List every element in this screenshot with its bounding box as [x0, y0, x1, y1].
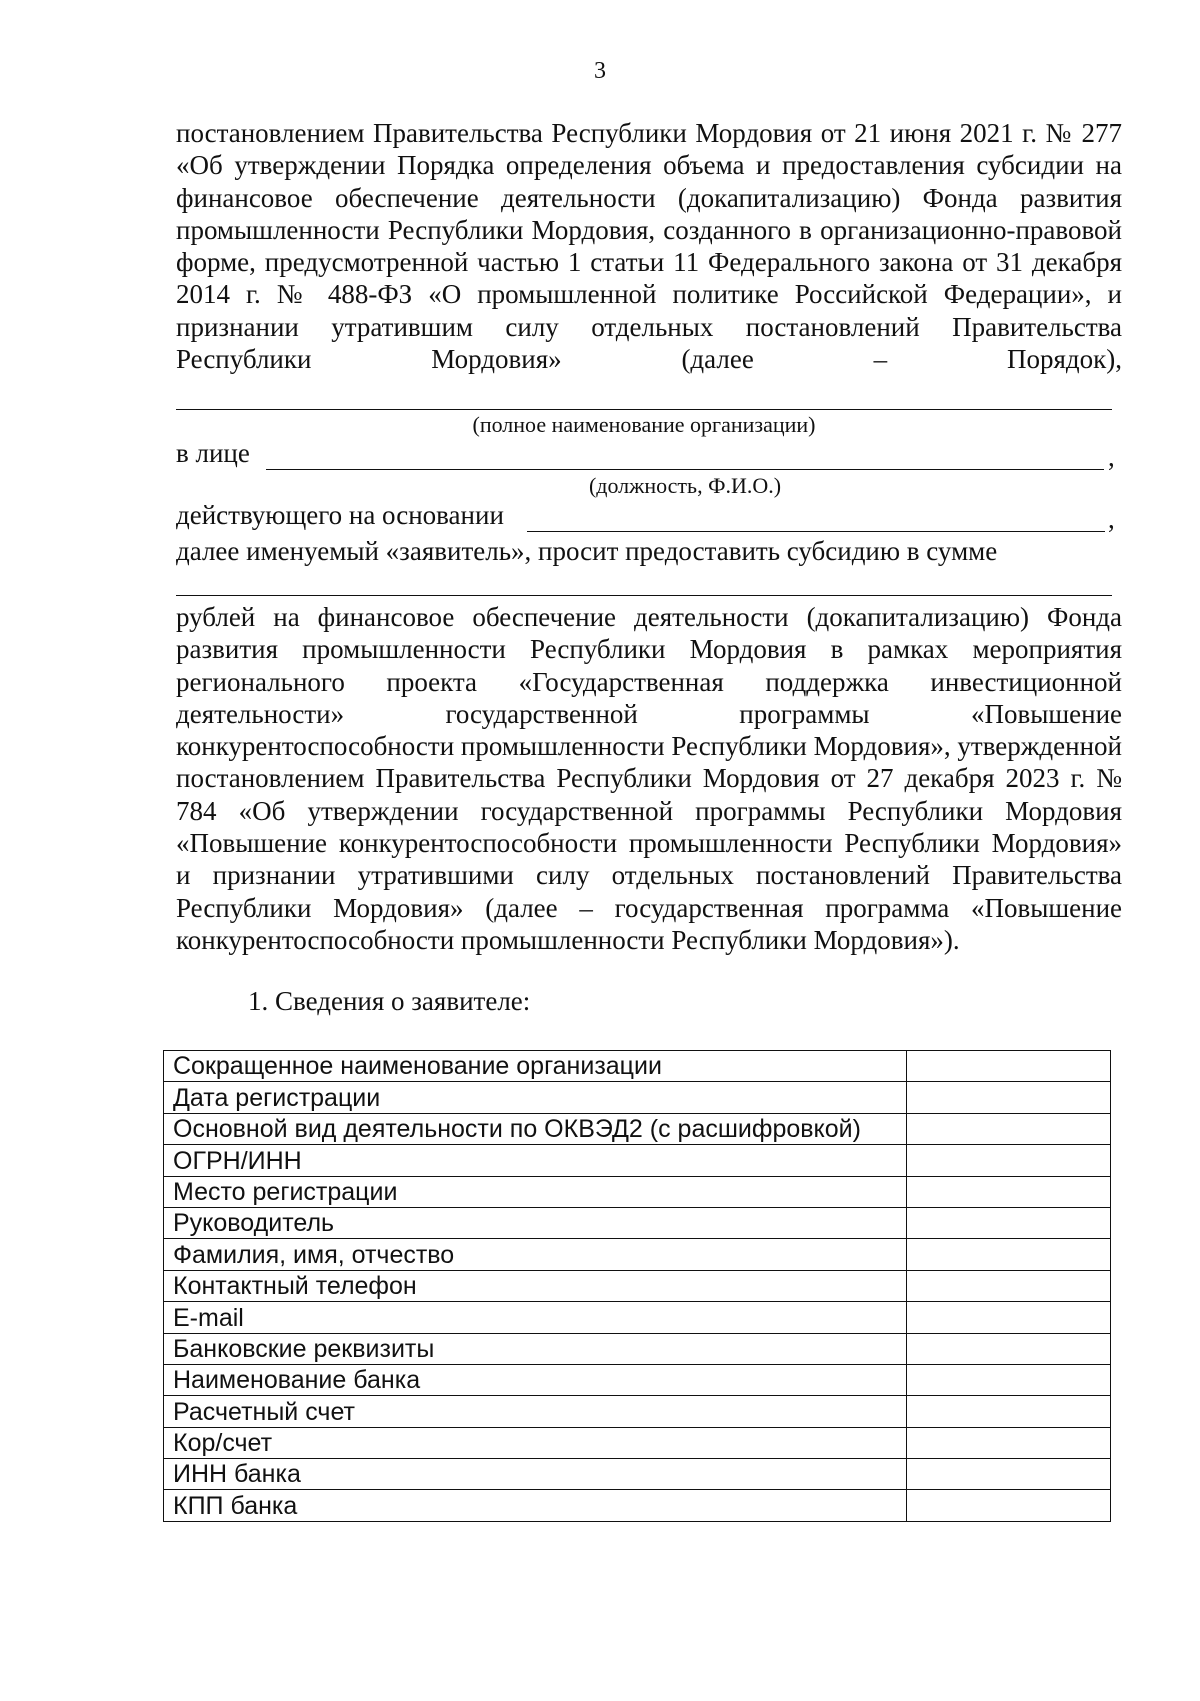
basis-label: действующего на основании: [176, 500, 504, 530]
row-value-cell[interactable]: [906, 1207, 1110, 1238]
table-row: [164, 1082, 1111, 1113]
row-value-cell[interactable]: [906, 1082, 1110, 1113]
page-number: 3: [594, 58, 606, 84]
table-row: [164, 1145, 1111, 1176]
amount-line[interactable]: [176, 595, 1112, 596]
table-row: [164, 1427, 1111, 1458]
comma: ,: [1108, 442, 1115, 472]
table-row: [164, 1207, 1111, 1238]
table-row: [164, 1333, 1111, 1364]
position-caption: (должность, Ф.И.О.): [588, 473, 782, 498]
org-name-line[interactable]: [176, 409, 1112, 410]
row-label: Банковские реквизиты: [164, 1333, 907, 1364]
row-label: Основной вид деятельности по ОКВЭД2 (с расшифровкой): [164, 1113, 907, 1144]
row-value-cell[interactable]: [906, 1239, 1110, 1270]
row-value-cell[interactable]: [906, 1302, 1110, 1333]
basis-line[interactable]: [527, 531, 1105, 532]
applicant-line: далее именуемый «заявитель», просит предоставить субсидию в сумме: [176, 536, 998, 566]
row-label: ИНН банка: [164, 1459, 907, 1490]
row-value-cell[interactable]: [906, 1396, 1110, 1427]
row-value-cell[interactable]: [906, 1333, 1110, 1364]
row-label: Место регистрации: [164, 1176, 907, 1207]
table-row: [164, 1176, 1111, 1207]
row-label: Кор/счет: [164, 1427, 907, 1458]
row-label: Расчетный счет: [164, 1396, 907, 1427]
row-value-cell[interactable]: [906, 1364, 1110, 1395]
row-label: Руководитель: [164, 1207, 907, 1238]
table-row: [164, 1239, 1111, 1270]
table-row: [164, 1113, 1111, 1144]
in-person-label: в лице: [176, 438, 250, 468]
intro-paragraph: постановлением Правительства Республики Мордовия от 21 июня 2021 г. № 277 «Об утверждении Порядка определения объема и предоставления субсидии на финансовое обеспечение деятельности (докапитализацию) Фонда развития промышленности Республики Мордовия, созданного в организационно-правовой форме, предусмотренной частью 1 статьи 11 Федерального закона от 31 декабря 2014 г. № 488-ФЗ «О промышленной политике Российской Федерации», и признании утратившим силу отдельных постановлений Правительства Республики Мордовия» (далее – Порядок),: [176, 118, 1122, 375]
row-value-cell[interactable]: [906, 1113, 1110, 1144]
table-row: [164, 1364, 1111, 1395]
table-row: [164, 1051, 1111, 1082]
table-row: [164, 1459, 1111, 1490]
table-row: [164, 1396, 1111, 1427]
position-name-line[interactable]: [266, 469, 1104, 470]
section-item: 1. Сведения о заявителе:: [248, 986, 531, 1016]
row-label: Сокращенное наименование организации: [164, 1051, 907, 1082]
row-value-cell[interactable]: [906, 1176, 1110, 1207]
table-row: [164, 1302, 1111, 1333]
row-label: ОГРН/ИНН: [164, 1145, 907, 1176]
applicant-info-table: [163, 1050, 1111, 1522]
row-value-cell[interactable]: [906, 1490, 1110, 1521]
row-value-cell[interactable]: [906, 1270, 1110, 1301]
row-label: КПП банка: [164, 1490, 907, 1521]
row-value-cell[interactable]: [906, 1145, 1110, 1176]
row-value-cell[interactable]: [906, 1459, 1110, 1490]
table-row: [164, 1270, 1111, 1301]
row-label: Контактный телефон: [164, 1270, 907, 1301]
row-label: E-mail: [164, 1302, 907, 1333]
body-paragraph: рублей на финансовое обеспечение деятельности (докапитализацию) Фонда развития промышленности Республики Мордовия в рамках мероприятия регионального проекта «Государственная поддержка инвестиционной деятельности» государственной программы «Повышение конкурентоспособности промышленности Республики Мордовия», утвержденной постановлением Правительства Республики Мордовия от 27 декабря 2023 г. № 784 «Об утверждении государственной программы Республики Мордовия «Повышение конкурентоспособности промышленности Республики Мордовия» и признании утратившими силу отдельных постановлений Правительства Республики Мордовия» (далее – государственная программа «Повышение конкурентоспособности промышленности Республики Мордовия»).: [176, 602, 1123, 955]
row-value-cell[interactable]: [906, 1427, 1110, 1458]
row-label: Наименование банка: [164, 1364, 907, 1395]
row-value-cell[interactable]: [906, 1051, 1110, 1082]
comma: ,: [1108, 504, 1115, 534]
row-label: Фамилия, имя, отчество: [164, 1239, 907, 1270]
org-name-caption: (полное наименование организации): [472, 412, 816, 437]
table-row: [164, 1490, 1111, 1521]
row-label: Дата регистрации: [164, 1082, 907, 1113]
